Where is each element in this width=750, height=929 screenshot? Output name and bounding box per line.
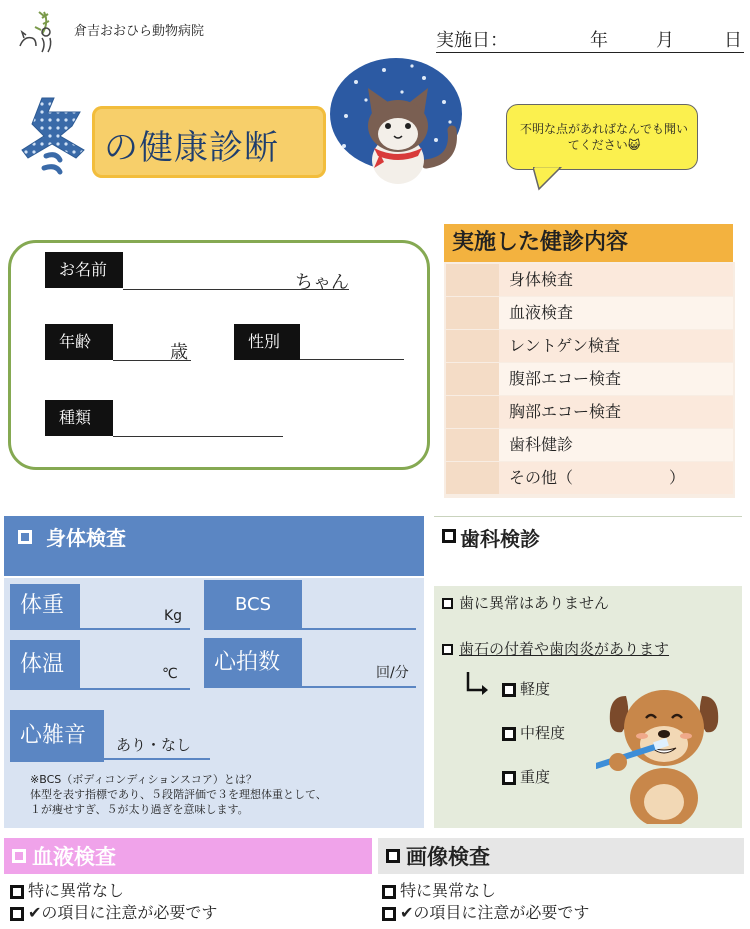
- dental-normal-option[interactable]: [442, 592, 609, 613]
- date-month: 月: [656, 30, 674, 51]
- murmur-label: 心雑音: [10, 710, 104, 762]
- heart-rate-field[interactable]: [302, 686, 416, 688]
- dental-issue-option[interactable]: [442, 638, 669, 659]
- exam-label: 胸部エコー検査: [509, 402, 622, 421]
- heart-rate-label: 心拍数: [204, 638, 302, 688]
- imaging-title: 画像検査: [406, 845, 490, 869]
- exam-label: その他（ ）: [509, 468, 686, 487]
- date-label: 実施日：: [436, 30, 508, 51]
- bubble-text: 不明な点があればなんでも聞いてください😺: [519, 122, 688, 152]
- bcs-note-line: 体型を表す指標であり、５段階評価で３を理想体重として、: [30, 788, 327, 801]
- weight-label: 体重: [10, 584, 80, 630]
- imaging-checkbox[interactable]: [386, 849, 400, 863]
- blood-header: [4, 838, 372, 874]
- physical-checkbox[interactable]: [18, 530, 32, 544]
- bcs-note: [30, 772, 327, 817]
- arrow-icon: [464, 670, 492, 700]
- exam-row-abdominal-echo[interactable]: [446, 363, 733, 395]
- dental-header: [434, 516, 742, 577]
- name-suffix: ちゃん: [295, 272, 349, 293]
- dental-title: 歯科検診: [460, 527, 540, 551]
- date-year: 年: [590, 30, 608, 51]
- checkbox[interactable]: [502, 771, 516, 785]
- blood-normal-option[interactable]: [10, 878, 124, 901]
- breed-label: 種類: [45, 400, 113, 436]
- weight-field[interactable]: [80, 628, 190, 630]
- sex-label: 性別: [234, 324, 300, 360]
- imaging-normal-option[interactable]: [382, 878, 496, 901]
- physical-header: [4, 516, 424, 576]
- bcs-label: BCS: [204, 580, 302, 630]
- page-title: の健康診断: [104, 128, 279, 168]
- exam-row-physical[interactable]: [446, 264, 733, 296]
- dental-checkbox[interactable]: [442, 529, 456, 543]
- checkbox[interactable]: [10, 885, 24, 899]
- physical-title: 身体検査: [46, 526, 126, 550]
- age-label: 年齢: [45, 324, 113, 360]
- clinic-logo: [14, 8, 62, 56]
- date-day: 日: [724, 30, 742, 51]
- sex-field[interactable]: [300, 341, 404, 360]
- level-label: 重度: [520, 768, 551, 786]
- exam-row-other[interactable]: [446, 462, 733, 494]
- name-label: お名前: [45, 252, 123, 288]
- age-suffix: 歳: [170, 342, 188, 363]
- dental-normal-text: 歯に異常はありません: [459, 594, 610, 612]
- heart-rate-unit: 回/分: [376, 665, 409, 681]
- level-label: 中程度: [520, 724, 566, 742]
- exam-label: 腹部エコー検査: [509, 369, 622, 388]
- temp-field[interactable]: [80, 688, 190, 690]
- weight-unit: Kg: [164, 608, 183, 624]
- exam-row-blood[interactable]: [446, 297, 733, 329]
- blood-check-option[interactable]: [10, 900, 217, 923]
- checkbox[interactable]: [442, 644, 453, 655]
- imaging-normal-text: 特に異常なし: [400, 881, 497, 900]
- level-label: 軽度: [520, 680, 551, 698]
- blood-check-text: ✔の項目に注意が必要です: [28, 903, 218, 922]
- blood-checkbox[interactable]: [12, 849, 26, 863]
- bcs-note-line: ※BCS（ボディコンディションスコア）とは？: [30, 773, 257, 786]
- imaging-check-option[interactable]: [382, 900, 589, 923]
- clinic-name: 倉吉おおひら動物病院: [74, 24, 205, 39]
- bcs-note-line: １が痩せすぎ、５が太り過ぎを意味します。: [30, 803, 249, 816]
- dental-level-mild[interactable]: [502, 678, 550, 699]
- exams-header: 実施した健診内容: [444, 224, 733, 262]
- imaging-header: [378, 838, 744, 874]
- checkbox[interactable]: [502, 683, 516, 697]
- checkbox[interactable]: [10, 907, 24, 921]
- blood-normal-text: 特に異常なし: [28, 881, 125, 900]
- temp-label: 体温: [10, 640, 80, 690]
- checkbox[interactable]: [502, 727, 516, 741]
- breed-field[interactable]: [113, 418, 283, 437]
- exam-label: 身体検査: [509, 270, 574, 289]
- exam-row-xray[interactable]: [446, 330, 733, 362]
- murmur-value: あり・なし: [116, 736, 192, 754]
- date-line: [436, 26, 744, 53]
- exam-label: レントゲン検査: [509, 336, 620, 355]
- dental-level-severe[interactable]: [502, 766, 550, 787]
- blood-title: 血液検査: [32, 845, 116, 869]
- checkbox[interactable]: [382, 907, 396, 921]
- dental-issue-text: 歯石の付着や歯肉炎があります: [459, 640, 670, 658]
- bcs-field[interactable]: [302, 628, 416, 630]
- checkbox[interactable]: [382, 885, 396, 899]
- exam-row-chest-echo[interactable]: [446, 396, 733, 428]
- exam-label: 歯科健診: [509, 435, 574, 454]
- dog-illustration: [596, 678, 736, 824]
- title-kanji: [14, 92, 94, 178]
- temp-unit: ℃: [162, 666, 178, 682]
- speech-bubble: [506, 104, 698, 170]
- checkbox[interactable]: [442, 598, 453, 609]
- cat-illustration: [326, 56, 476, 188]
- exam-label: 血液検査: [509, 303, 574, 322]
- dental-level-moderate[interactable]: [502, 722, 565, 743]
- murmur-field[interactable]: [104, 758, 210, 760]
- title-banner: [92, 106, 326, 178]
- exam-row-dental[interactable]: [446, 429, 733, 461]
- imaging-check-text: ✔の項目に注意が必要です: [400, 903, 590, 922]
